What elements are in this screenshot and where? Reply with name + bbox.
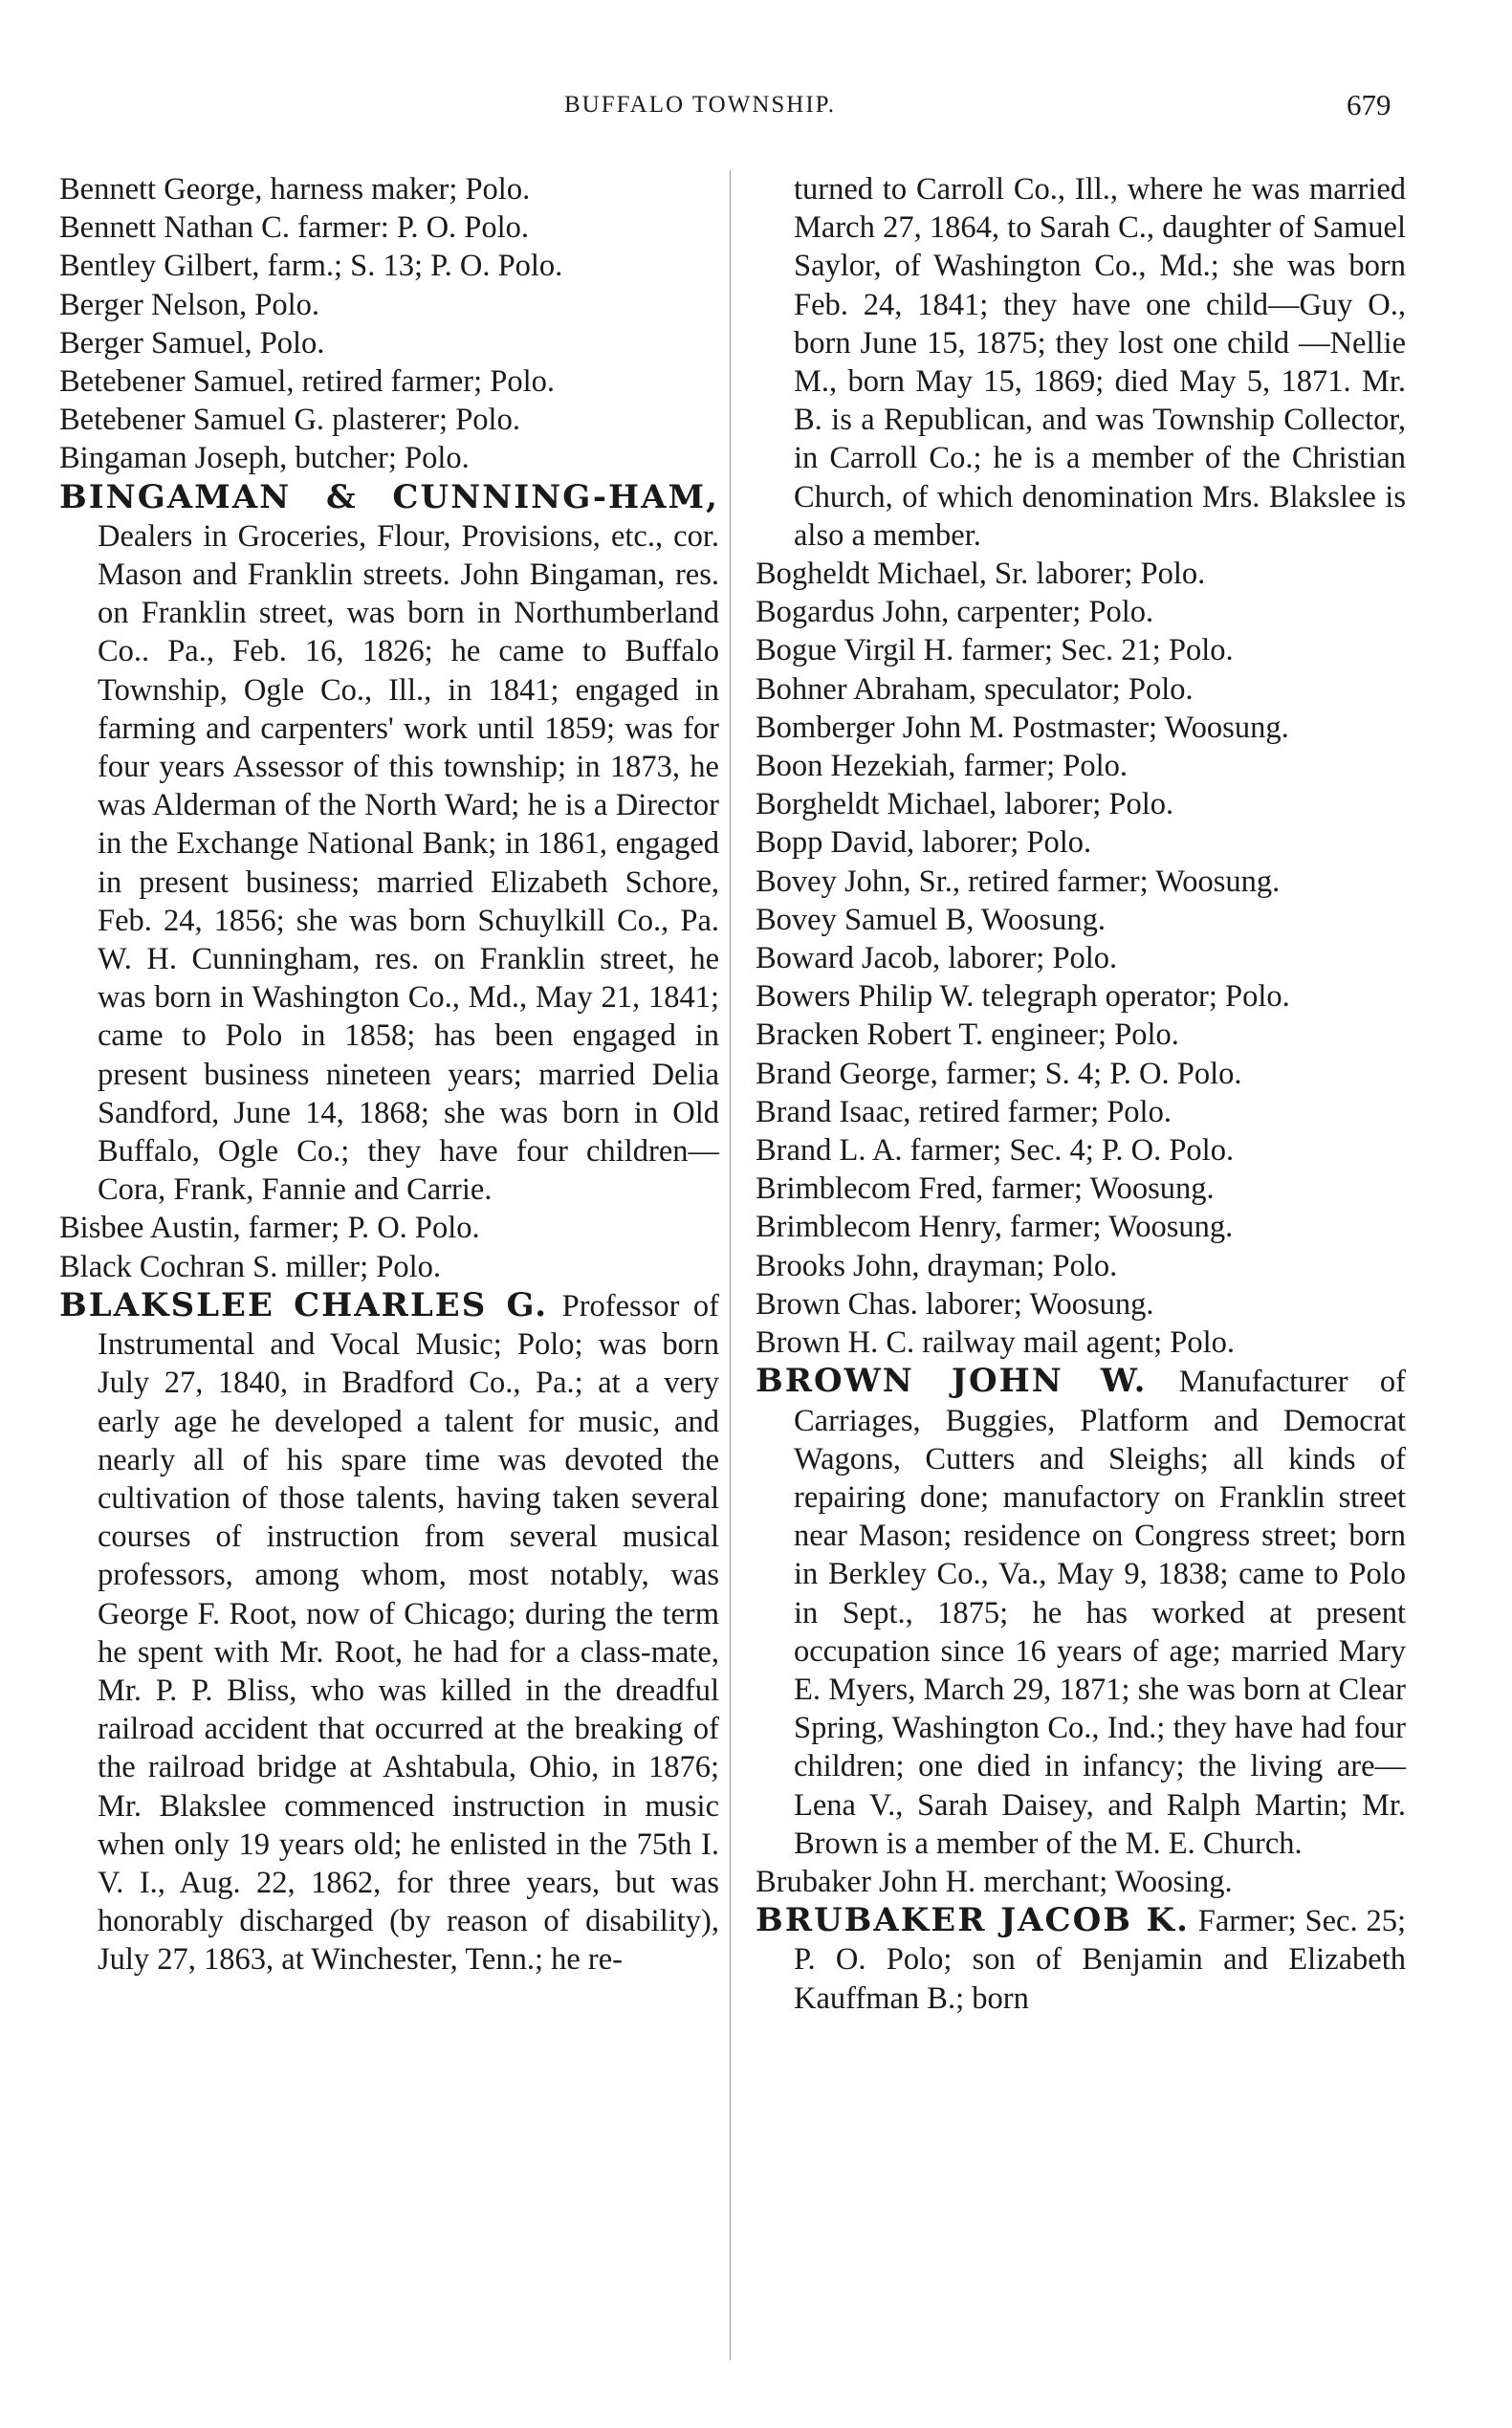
directory-entry: Bracken Robert T. engineer; Polo. — [756, 1017, 1179, 1053]
directory-entry: Betebener Samuel, retired farmer; Polo. — [59, 364, 556, 400]
directory-entry: Betebener Samuel G. plasterer; Polo. — [59, 403, 520, 438]
entry-text: Farmer; Sec. 25; P. O. Polo; son of Benjamin and Elizabeth Kauffman B.; born — [794, 1904, 1406, 2016]
entry-text: Dealers in Groceries, Flour, Provisions, etc., cor. Mason and Franklin streets. John Bingaman, res. on Franklin street, was born in Northumberland Co.. Pa., Feb. 16, 1826; he came to Buffalo Township, Ogle Co., Ill., in 1841; engaged in farming and carpenters' work until 1859; was for four years Assessor of this township; in 1873, he was Alderman of the North Ward; he is a Director in the Exchange National Bank; in 1861, engaged in present business; married Elizabeth Schore, Feb. 24, 1856; she was born Schuylkill Co., Pa. W. H. Cunningham, res. on Franklin street, he was born in Washington Co., Md., May 21, 1841; came to Polo in 1858; has been engaged in present business nineteen years; married Delia Sandford, June 14, 1868; she was born in Old Buffalo, Ogle Co.; they have four children—Cora, Frank, Fannie and Carrie. — [98, 518, 719, 1208]
entry-name: BRUBAKER JACOB K. — [756, 1901, 1190, 1940]
directory-entry: Bogue Virgil H. farmer; Sec. 21; Polo. — [756, 633, 1234, 668]
directory-entry: Bovey Samuel B, Woosung. — [756, 902, 1107, 937]
biography-entry — [756, 1362, 1406, 1863]
directory-entry: Boward Jacob, laborer; Polo. — [756, 941, 1118, 976]
biography-entry — [59, 478, 719, 1210]
running-title: BUFFALO TOWNSHIP. — [564, 92, 837, 118]
directory-entry: Brooks John, drayman; Polo. — [756, 1248, 1118, 1283]
directory-entry: Bovey John, Sr., retired farmer; Woosung. — [756, 864, 1281, 899]
directory-entry: Brimblecom Fred, farmer; Woosung. — [756, 1171, 1215, 1207]
directory-entry: Bogheldt Michael, Sr. laborer; Polo. — [756, 557, 1206, 592]
continued-entry: turned to Carroll Co., Ill., where he was married March 27, 1864, to Sarah C., daughter of Samuel Saylor, of Washington Co., Md.; she was born Feb. 24, 1841; they have one child—Guy O., born June 15, 1875; they lost one child —Nellie M., born May 15, 1869; died May 5, 1871. Mr. B. is a Republican, and was Township Collector, in Carroll Co.; he is a member of the Christian Church, of which denomination Mrs. Blakslee is also a member. — [794, 172, 1406, 553]
biography-entry — [756, 1901, 1406, 2018]
page-number: 679 — [1347, 88, 1391, 121]
directory-entry: Bowers Philip W. telegraph operator; Polo. — [756, 979, 1290, 1015]
entry-name: BROWN JOHN W. — [756, 1362, 1148, 1401]
directory-entry: Brubaker John H. merchant; Woosing. — [756, 1864, 1233, 1899]
directory-entry: Bopp David, laborer; Polo. — [756, 825, 1092, 861]
directory-entry: Bogardus John, carpenter; Polo. — [756, 595, 1154, 630]
entry-name: BLAKSLEE CHARLES G. — [59, 1285, 549, 1324]
directory-entry: Bentley Gilbert, farm.; S. 13; P. O. Polo. — [59, 249, 563, 284]
directory-entry: Brand L. A. farmer; Sec. 4; P. O. Polo. — [756, 1133, 1235, 1169]
page-header — [0, 88, 1512, 126]
biography-entry — [59, 1286, 719, 1980]
right-column — [756, 170, 1406, 2018]
directory-entry: Bennett Nathan C. farmer: P. O. Polo. — [59, 210, 530, 246]
directory-entry: Boon Hezekiah, farmer; Polo. — [756, 749, 1128, 784]
directory-entry: Brown H. C. railway mail agent; Polo. — [756, 1325, 1235, 1361]
directory-entry: Borgheldt Michael, laborer; Polo. — [756, 787, 1174, 822]
directory-entry: Bisbee Austin, farmer; P. O. Polo. — [59, 1211, 480, 1246]
column-divider — [730, 170, 731, 2360]
directory-entry: Brand George, farmer; S. 4; P. O. Polo. — [756, 1056, 1242, 1091]
directory-entry: Bohner Abraham, speculator; Polo. — [756, 671, 1194, 707]
directory-entry: Bingaman Joseph, butcher; Polo. — [59, 441, 470, 476]
directory-entry: Black Cochran S. miller; Polo. — [59, 1249, 441, 1284]
directory-entry: Berger Samuel, Polo. — [59, 325, 325, 361]
directory-entry: Berger Nelson, Polo. — [59, 287, 320, 322]
directory-entry: Bennett George, harness maker; Polo. — [59, 172, 531, 207]
left-column — [59, 170, 719, 1980]
directory-entry: Brand Isaac, retired farmer; Polo. — [756, 1094, 1172, 1129]
entry-name: BINGAMAN & CUNNING-HAM, — [59, 477, 719, 516]
entry-text: Manufacturer of Carriages, Buggies, Platform and Democrat Wagons, Cutters and Sleighs; all kinds of repairing done; manufactory on Franklin street near Mason; residence on Congress street; born in Berkley Co., Va., May 9, 1838; came to Polo in Sept., 1875; he has worked at present occupation since 16 years of age; married Mary E. Myers, March 29, 1871; she was born at Clear Spring, Washington Co., Ind.; they have had four children; one died in infancy; the living are—Lena V., Sarah Daisey, and Ralph Martin; Mr. Brown is a member of the M. E. Church. — [794, 1365, 1406, 1861]
directory-entry: Brimblecom Henry, farmer; Woosung. — [756, 1210, 1234, 1245]
directory-entry: Bomberger John M. Postmaster; Woosung. — [756, 710, 1289, 745]
directory-entry: Brown Chas. laborer; Woosung. — [756, 1286, 1154, 1322]
entry-text: Professor of Instrumental and Vocal Music; Polo; was born July 27, 1840, in Bradford Co., Pa.; at a very early age he developed a talent for music, and nearly all of his spare time was devoted the cultivation of those talents, having taken several courses of instruction from several musical professors, among whom, most notably, was George F. Root, now of Chicago; during the term he spent with Mr. Root, he had for a class-mate, Mr. P. P. Bliss, who was killed in the dreadful railroad accident that occurred at the breaking of the railroad bridge at Ashtabula, Ohio, in 1876; Mr. Blakslee commenced instruction in music when only 19 years old; he enlisted in the 75th I. V. I., Aug. 22, 1862, for three years, but was honorably discharged (by reason of disability), July 27, 1863, at Winchester, Tenn.; he re- — [98, 1288, 719, 1978]
